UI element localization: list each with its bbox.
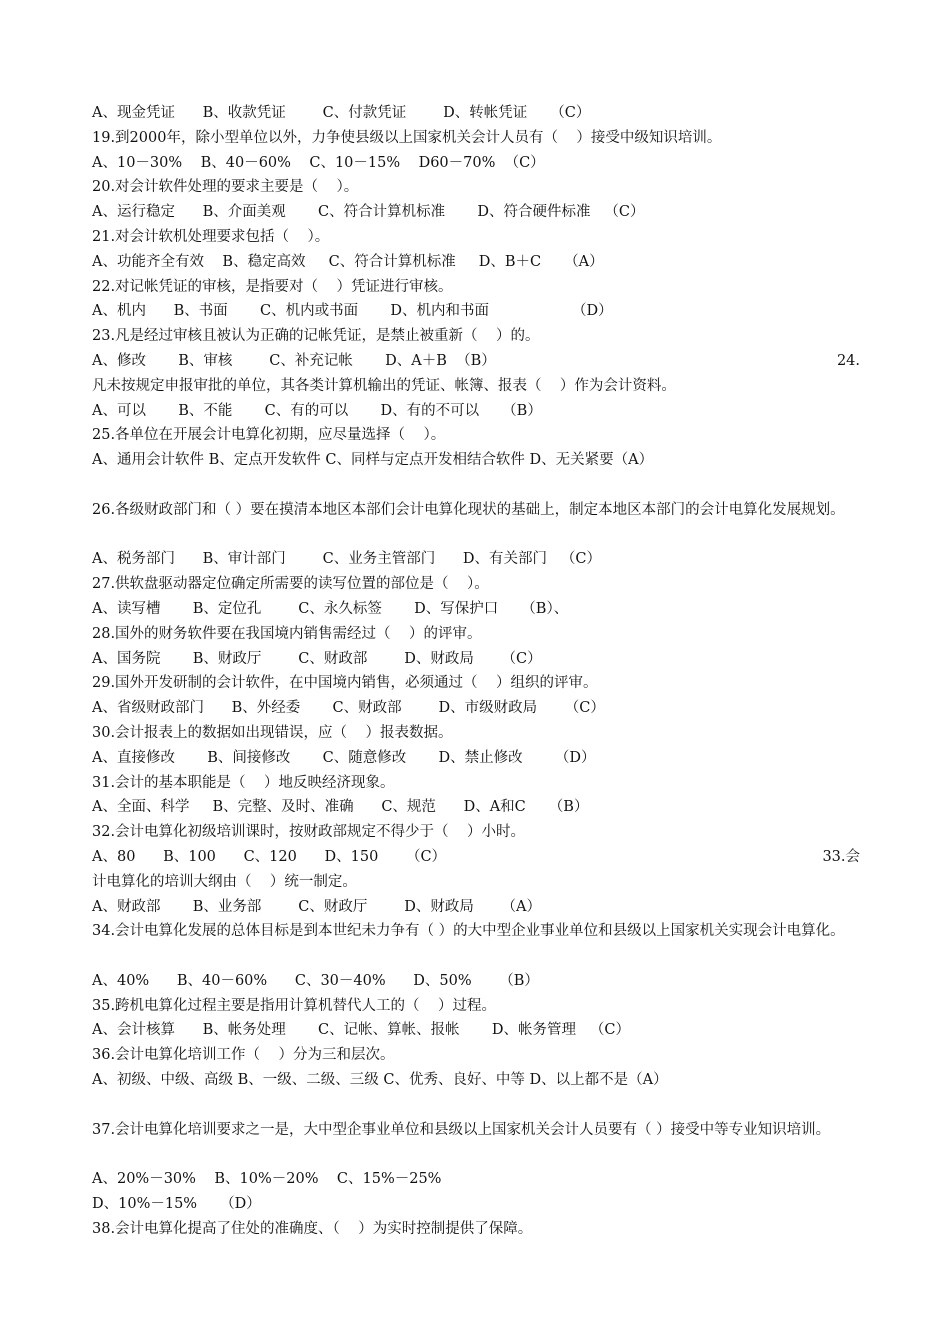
text-line: 29.国外开发研制的会计软件，在中国境内销售，必须通过（ ）组织的评审。 bbox=[92, 675, 598, 692]
text-line: A、运行稳定 B、介面美观 C、符合计算机标准 D、符合硬件标准 （C） bbox=[92, 204, 645, 221]
text-paragraph: 26.各级财政部门和（ ）要在摸清本地区本部们会计电算化现状的基础上，制定本地区本部门的会计电算化发展规划。 bbox=[92, 501, 845, 518]
text-line: A、省级财政部门 B、外经委 C、财政部 D、市级财政局 （C） bbox=[92, 700, 605, 717]
text-line: A、全面、科学 B、完整、及时、准确 C、规范 D、A和C （B） bbox=[92, 799, 589, 816]
text-fragment: A、80 B、100 C、120 D、150 （C） bbox=[92, 848, 447, 865]
text-line: A、读写槽 B、定位孔 C、永久标签 D、写保护口 （B）、 bbox=[92, 600, 569, 617]
text-line: A、20%－30% B、10%－20% C、15%－25% bbox=[92, 1171, 442, 1188]
text-line: A、直接修改 B、间接修改 C、随意修改 D、禁止修改 （D） bbox=[92, 749, 596, 766]
text-line: A、40% B、40－60% C、30－40% D、50% （B） bbox=[92, 972, 539, 989]
text-line: 凡未按规定申报审批的单位，其各类计算机输出的凭证、帐簿、报表（ ）作为会计资料。 bbox=[92, 377, 676, 394]
text-paragraph: 34.会计电算化发展的总体目标是到本世纪未力争有（ ）的大中型企业事业单位和县级以上国家机关实现会计电算化。 bbox=[92, 923, 845, 940]
text-paragraph: A、初级、中级、高级 B、一级、二级、三级 C、优秀、良好、中等 D、以上都不是（A） bbox=[92, 1072, 668, 1089]
text-line: A、国务院 B、财政厅 C、财政部 D、财政局 （C） bbox=[92, 650, 542, 667]
text-line: A、机内 B、书面 C、机内或书面 D、机内和书面 （D） bbox=[92, 303, 613, 320]
text-line: A、税务部门 B、审计部门 C、业务主管部门 D、有关部门 （C） bbox=[92, 551, 601, 568]
text-line: 31.会计的基本职能是（ ）地反映经济现象。 bbox=[92, 774, 395, 791]
text-line: 35.跨机电算化过程主要是指用计算机替代人工的（ ）过程。 bbox=[92, 997, 496, 1014]
text-line: 32.会计电算化初级培训课时，按财政部规定不得少于（ ）小时。 bbox=[92, 824, 525, 841]
text-line: A、可以 B、不能 C、有的可以 D、有的不可以 （B） bbox=[92, 402, 542, 419]
text-line: 25.各单位在开展会计电算化初期，应尽量选择（ ）。 bbox=[92, 427, 446, 444]
text-fragment: 24. bbox=[836, 352, 860, 369]
text-line: 30.会计报表上的数据如出现错误，应（ ）报表数据。 bbox=[92, 724, 453, 741]
text-line: D、10%－15% （D） bbox=[92, 1196, 261, 1213]
text-line: 23.凡是经过审核且被认为正确的记帐凭证，是禁止被重新（ ）的。 bbox=[92, 328, 540, 345]
text-line: 21.对会计软机处理要求包括（ ）。 bbox=[92, 228, 330, 245]
text-line: 28.国外的财务软件要在我国境内销售需经过（ ）的评审。 bbox=[92, 625, 482, 642]
document-page bbox=[92, 101, 860, 1242]
text-line: A、财政部 B、业务部 C、财政厅 D、财政局 （A） bbox=[92, 898, 541, 915]
text-line: A、现金凭证 B、收款凭证 C、付款凭证 D、转帐凭证 （C） bbox=[92, 105, 591, 121]
text-line: 36.会计电算化培训工作（ ）分为三和层次。 bbox=[92, 1047, 395, 1064]
text-line: A、会计核算 B、帐务处理 C、记帐、算帐、报帐 D、帐务管理 （C） bbox=[92, 1022, 630, 1039]
text-line: A、功能齐全有效 B、稳定高效 C、符合计算机标准 D、B＋C （A） bbox=[92, 253, 604, 270]
text-line: 27.供软盘驱动器定位确定所需要的读写位置的部位是（ ）。 bbox=[92, 576, 489, 593]
text-paragraph: A、通用会计软件 B、定点开发软件 C、同样与定点开发相结合软件 D、无关紧要（A） bbox=[92, 452, 654, 469]
text-line: 计电算化的培训大纲由（ ）统一制定。 bbox=[92, 873, 357, 890]
text-line: 19.到2000年，除小型单位以外，力争使县级以上国家机关会计人员有（ ）接受中级知识培训。 bbox=[92, 129, 722, 146]
text-line-split bbox=[92, 845, 860, 870]
text-line: 22.对记帐凭证的审核，是指要对（ ）凭证进行审核。 bbox=[92, 278, 453, 295]
text-line: 20.对会计软件处理的要求主要是（ ）。 bbox=[92, 179, 359, 196]
text-line: 38.会计电算化提高了住处的准确度、（ ）为实时控制提供了保障。 bbox=[92, 1220, 533, 1237]
text-line: A、10－30% B、40－60% C、10－15% D60－70% （C） bbox=[92, 154, 545, 171]
text-line-split bbox=[92, 349, 860, 374]
text-fragment: 33.会 bbox=[822, 848, 860, 865]
text-paragraph: 37.会计电算化培训要求之一是，大中型企事业单位和县级以上国家机关会计人员要有（ ）接受中等专业知识培训。 bbox=[92, 1121, 831, 1138]
text-fragment: A、修改 B、审核 C、补充记帐 D、A＋B （B） bbox=[92, 352, 496, 369]
